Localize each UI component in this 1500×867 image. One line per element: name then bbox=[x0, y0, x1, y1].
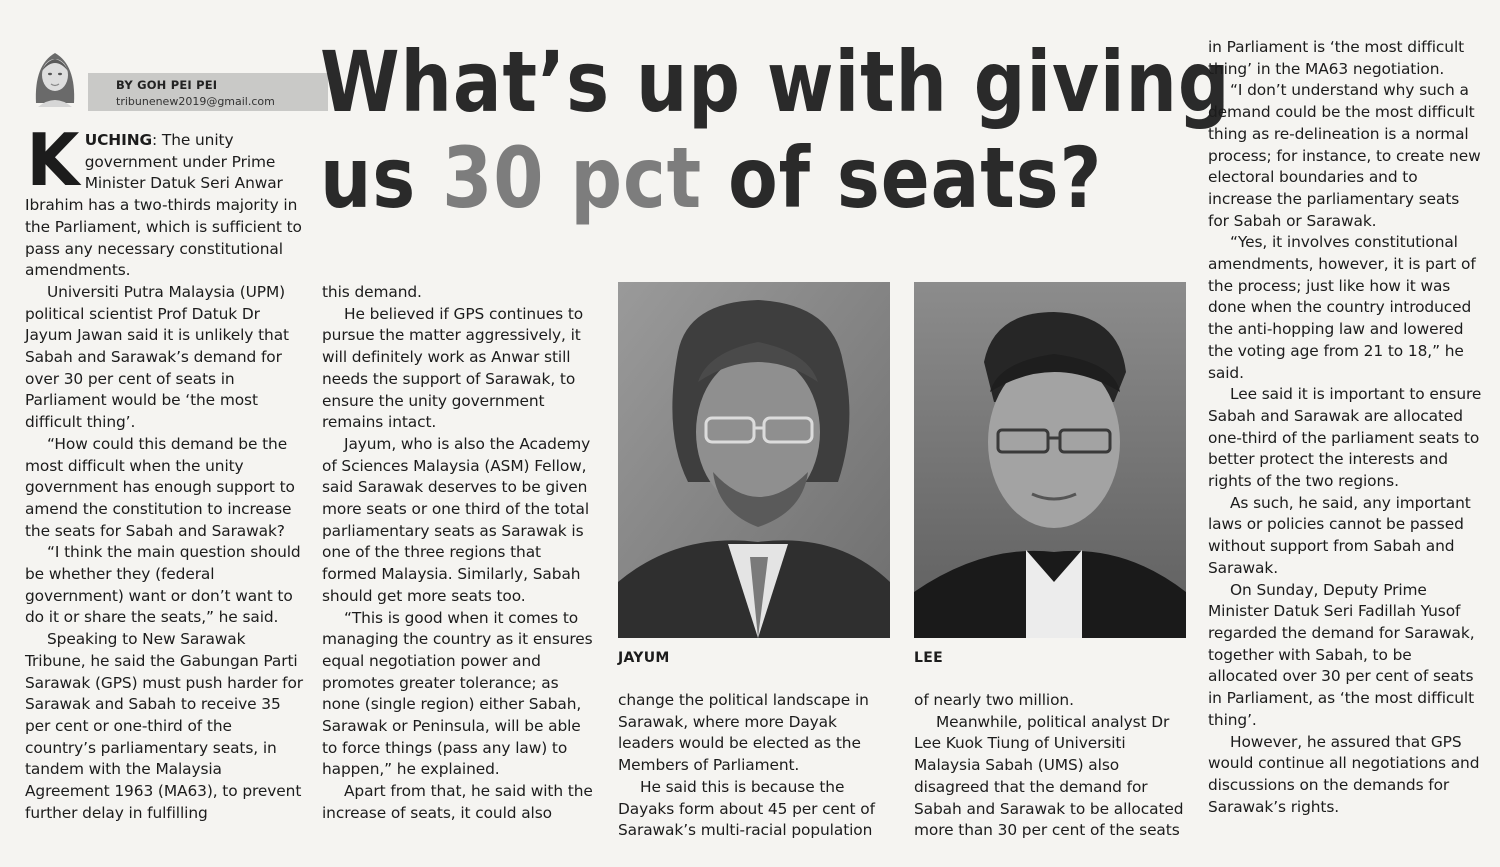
paragraph: Lee said it is important to ensure Sabah and Sarawak are allocated one-third of the parliament seats to better protect the interests and rights of the two regions. bbox=[1208, 385, 1482, 491]
paragraph: “Yes, it involves constitutional amendments, however, it is part of the process; just like how it was done when the country introduced the anti-hopping law and lowered the voting age from 21 to 18,” he said. bbox=[1208, 233, 1476, 382]
paragraph: “How could this demand be the most difficult when the unity government has enough support to amend the constitution to increase the seats for Sabah and Sarawak? bbox=[25, 434, 295, 540]
paragraph: “I think the main question should be whether they (federal government) want or don’t want to do it or share the seats,” he said. bbox=[25, 543, 301, 627]
author-headshot bbox=[28, 45, 82, 107]
paragraph: change the political landscape in Sarawak, where more Dayak leaders would be elected as the Members of Parliament. bbox=[618, 691, 869, 775]
paragraph: Meanwhile, political analyst Dr Lee Kuok Tiung of Universiti Malaysia Sabah (UMS) also disagreed that the demand for Sabah and Sarawak to be allocated more than 30 per cent of the seats bbox=[914, 712, 1184, 840]
paragraph: this demand. bbox=[322, 283, 422, 301]
photo-jayum bbox=[618, 282, 890, 638]
paragraph: However, he assured that GPS would continue all negotiations and discussions on the demands for Sarawak’s rights. bbox=[1208, 732, 1480, 816]
paragraph: “This is good when it comes to managing the country as it ensures equal negotiation power and promotes greater tolerance; as none (single region) either Sabah, Sarawak or Peninsula, will be able to force things (pass any law) to happen,” he explained. bbox=[322, 608, 593, 779]
paragraph: “I don’t understand why such a demand could be the most difficult thing as re-delineation is a normal process; for instance, to create new electoral boundaries and to increase the parliamentary seats for Sabah or Sarawak. bbox=[1208, 81, 1481, 230]
headline-part-dark-end: of seats? bbox=[728, 129, 1103, 227]
article-column-3 bbox=[618, 690, 890, 842]
lead-text: : The unity government under Prime Minister Datuk Seri Anwar Ibrahim has a two-thirds majority in the Parliament, which is sufficient to pass any necessary constitutional amendments. bbox=[25, 131, 302, 280]
headline-line-1: What’s up with giving bbox=[320, 33, 1231, 131]
paragraph: As such, he said, any important laws or policies cannot be passed without support from Sabah and Sarawak. bbox=[1208, 493, 1471, 577]
headline-part-dark: us bbox=[320, 129, 443, 227]
author-name: BY GOH PEI PEI bbox=[116, 78, 218, 92]
paragraph: Universiti Putra Malaysia (UPM) political scientist Prof Datuk Dr Jayum Jawan said it is unlikely that Sabah and Sarawak’s demand for over 30 per cent of seats in Parliament would be ‘the most difficult thing’. bbox=[25, 282, 289, 432]
headline-line-2 bbox=[320, 129, 1103, 227]
dateline: UCHING bbox=[84, 131, 153, 149]
headline-part-light: 30 pct bbox=[442, 129, 729, 227]
caption-jayum: JAYUM bbox=[618, 650, 670, 666]
paragraph: On Sunday, Deputy Prime Minister Datuk Seri Fadillah Yusof regarded the demand for Sarawak, together with Sabah, to be allocated over 30 per cent of seats in Parliament, as ‘the most difficult thing’. bbox=[1208, 580, 1475, 729]
article-column-1 bbox=[25, 118, 304, 825]
caption-lee: LEE bbox=[914, 650, 943, 666]
paragraph: Jayum, who is also the Academy of Sciences Malaysia (ASM) Fellow, said Sarawak deserves to be given more seats or one third of the total parliamentary seats as Sarawak is one of the three regions that formed Malaysia. Similarly, Sabah should get more seats too. bbox=[322, 434, 591, 605]
paragraph: He believed if GPS continues to pursue the matter aggressively, it will definitely work as Anwar still needs the support of Sarawak, to ensure the unity government remains intact. bbox=[322, 304, 584, 432]
paragraph: of nearly two million. bbox=[914, 691, 1074, 709]
article-column-4 bbox=[914, 690, 1192, 842]
headline bbox=[320, 33, 1231, 227]
byline bbox=[28, 45, 298, 113]
paragraph: Speaking to New Sarawak Tribune, he said the Gabungan Parti Sarawak (GPS) must push harder for Sarawak and Sabah to receive 35 per cent or one-third of the country’s parliamentary seats, in tandem with the Malaysia Agreement 1963 (MA63), to prevent further delay in fulfilling bbox=[25, 630, 304, 822]
paragraph: Apart from that, he said with the increase of seats, it could also bbox=[322, 782, 593, 822]
article-column-5 bbox=[1208, 37, 1483, 818]
paragraph: He said this is because the Dayaks form about 45 per cent of Sarawak’s multi-racial population bbox=[618, 777, 875, 840]
author-email: tribunenew2019@gmail.com bbox=[116, 95, 275, 108]
lead-paragraph bbox=[25, 118, 303, 282]
paragraph: in Parliament is ‘the most difficult thing’ in the MA63 negotiation. bbox=[1208, 38, 1465, 78]
photo-lee bbox=[914, 282, 1186, 638]
article-column-2 bbox=[322, 282, 594, 825]
drop-cap: K bbox=[26, 118, 80, 202]
